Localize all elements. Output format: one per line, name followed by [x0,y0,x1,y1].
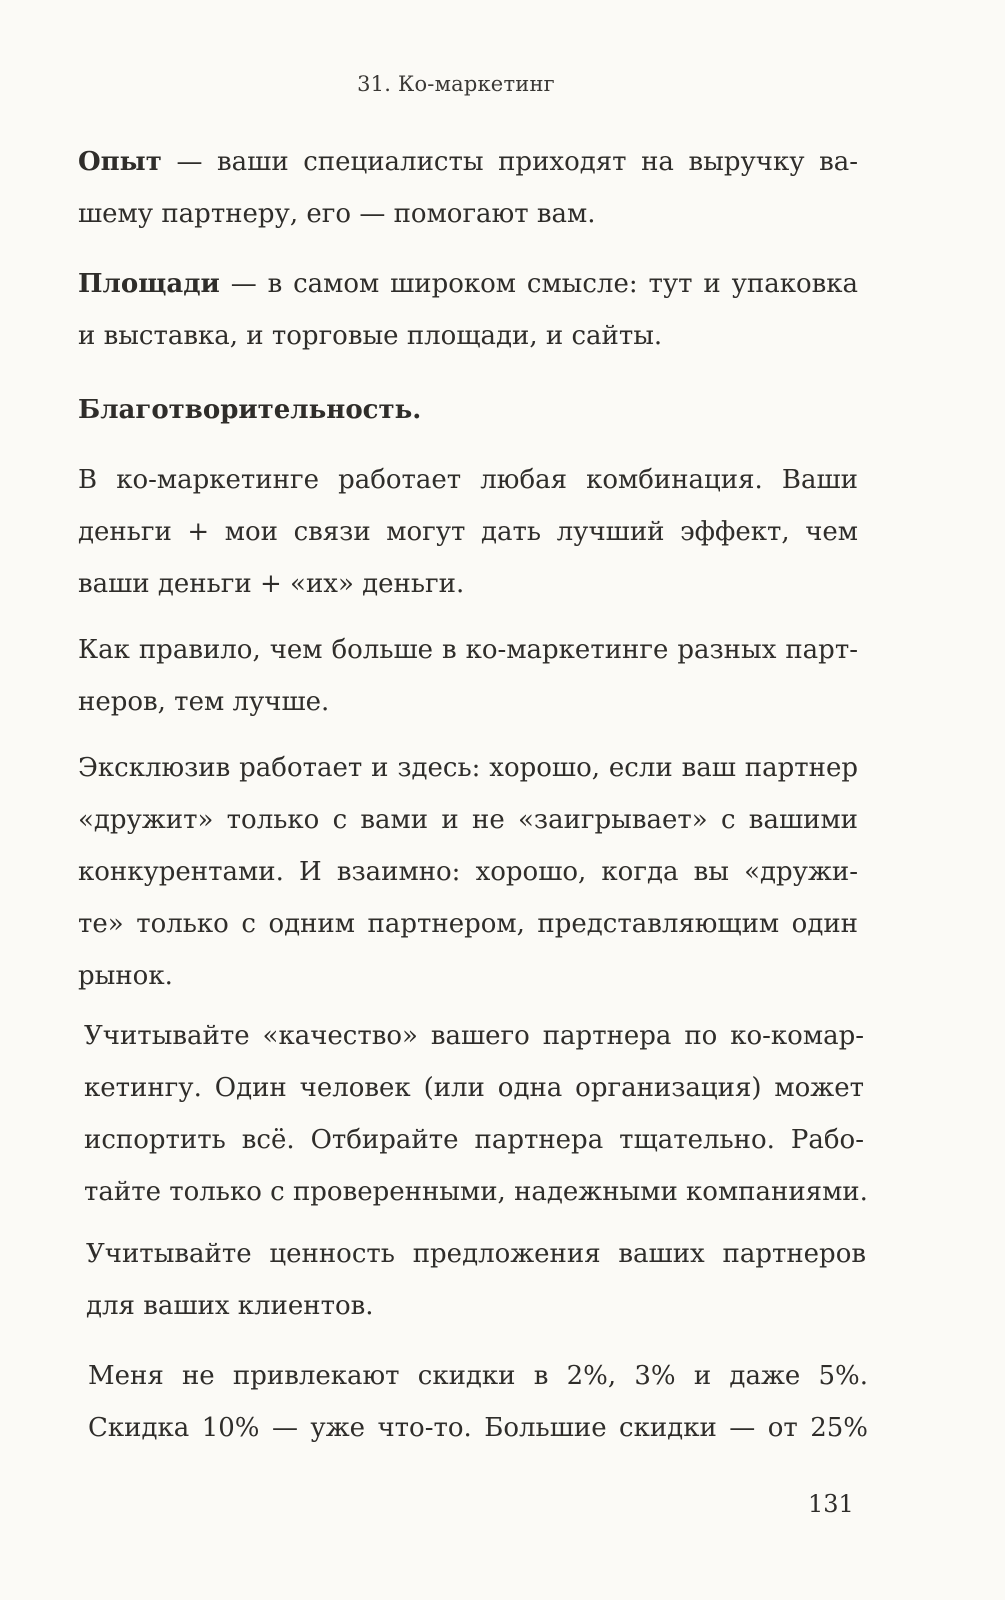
paragraph-line: неров, тем лучше. [78,687,330,717]
paragraph-line: и выставка, и торговые площади, и сайты. [78,321,663,351]
line-text: — ваши специалисты приходят на выручку ва- [176,147,859,177]
paragraph-line: ваши деньги + «их» деньги. [78,569,465,599]
paragraph-discounts [88,1350,868,1454]
paragraph-line: В ко-маркетинге работает любая комбинация. Ваши [78,465,858,495]
paragraph-line: рынок. [78,961,173,991]
paragraph-experience [78,136,858,240]
paragraph-line: Меня не привлекают скидки в 2%, 3% и даже 5%. [88,1361,868,1391]
term-experience: Опыт [78,147,162,177]
paragraph-line: Эксклюзив работает и здесь: хорошо, если ваш партнер [78,753,858,783]
paragraph-line: шему партнеру, его — помогают вам. [78,199,596,229]
paragraph-value [86,1228,866,1332]
page-number: 131 [808,1490,854,1518]
paragraph-line [78,136,858,188]
paragraph-line [78,258,858,310]
paragraph-quality [84,1010,868,1218]
paragraph-areas [78,258,858,362]
paragraph-line: кетингу. Один человек (или одна организация) может [84,1073,864,1103]
paragraph-charity [78,384,858,436]
paragraph-line: конкурентами. И взаимно: хорошо, когда вы «дружи- [78,857,858,887]
line-text: — в самом широком смысле: тут и упаковка [230,269,858,299]
paragraph-line: «дружит» только с вами и не «заигрывает» с вашими [78,805,858,835]
paragraph-partners [78,624,858,728]
term-charity: Благотворительность. [78,395,422,425]
paragraph-line: деньги + мои связи могут дать лучший эффект, чем [78,517,858,547]
paragraph-line: Как правило, чем больше в ко-маркетинге разных парт- [78,635,858,665]
term-areas: Площади [78,269,220,299]
paragraph-line: для ваших клиентов. [86,1291,374,1321]
paragraph-line: те» только с одним партнером, представляющим один [78,909,858,939]
paragraph-line: Учитывайте ценность предложения ваших партнеров [86,1239,866,1269]
paragraph-line: испортить всё. Отбирайте партнера тщательно. Рабо- [84,1125,864,1155]
paragraph-line: Учитывайте «качество» вашего партнера по ко-комар- [84,1021,864,1051]
paragraph-exclusive [78,742,858,1002]
paragraph-line: тайте только с проверенными, надежными компаниями. [84,1177,868,1207]
paragraph-line: Скидка 10% — уже что-то. Большие скидки — от 25% [88,1413,868,1443]
paragraph-combination [78,454,858,610]
running-head: 31. Ко-маркетинг [357,72,555,96]
